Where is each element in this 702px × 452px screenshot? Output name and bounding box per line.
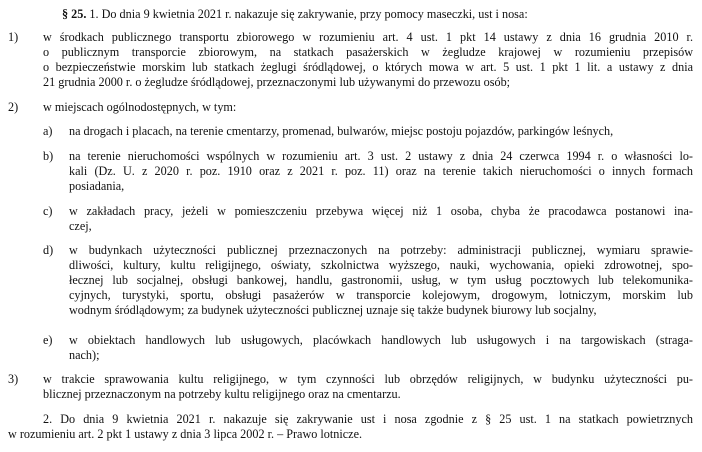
point-2b-line-3: posiadania, bbox=[69, 179, 125, 193]
point-2e-line-1: w obiektach handlowych lub usługowych, placówkach handlowych lub usługowych i na targowiskach (straga- bbox=[69, 333, 693, 347]
point-2a-letter: a) bbox=[43, 124, 53, 138]
point-3-line-2: blicznej przeznaczonym na potrzeby kultu religijnego oraz na cmentarzu. bbox=[43, 387, 401, 401]
paragraph-2-line-2: w rozumieniu art. 2 pkt 1 ustawy z dnia 3 lipca 2002 r. – Prawo lotnicze. bbox=[8, 427, 363, 441]
point-2d-letter: d) bbox=[43, 243, 54, 257]
point-2b-line-2: kali (Dz. U. z 2020 r. poz. 1910 oraz z 2021 r. poz. 11) oraz na terenie takich nieruchomości o innych formach bbox=[69, 164, 693, 178]
point-2c-line-1: w zakładach pracy, jeżeli w pomieszczeniu przebywa więcej niż 1 osoba, chyba że pracodawca postanowi ina- bbox=[69, 204, 693, 218]
point-2a-line-1: na drogach i placach, na terenie cmentarzy, promenad, bulwarów, miejsc postoju pojazdów, parkingów leśnych, bbox=[69, 124, 614, 138]
section-label: § 25. bbox=[62, 7, 87, 21]
paragraph-2-line-1: 2. Do dnia 9 kwietnia 2021 r. nakazuje się zakrywanie ust i nosa zgodnie z § 25 ust. 1 na statkach powietrznych bbox=[43, 412, 693, 426]
point-2d-line-4: cyjnych, turystyki, sportu, obsługi pasażerów w transporcie kolejowym, drogowym, lotniczym, morskim lub bbox=[69, 288, 693, 302]
point-2b-letter: b) bbox=[43, 149, 54, 163]
point-2-number: 2) bbox=[8, 100, 19, 114]
point-1-line-3: o bezpieczeństwie morskim lub statkach żeglugi śródlądowej, o których mowa w art. 5 ust. 1 pkt 1 lit. a ustawy z dnia bbox=[43, 60, 693, 74]
point-2d-line-1: w budynkach użyteczności publicznej przeznaczonych na potrzeby: administracji publicznej, wymiaru sprawie- bbox=[69, 243, 693, 257]
point-3-line-1: w trakcie sprawowania kultu religijnego, w tym czynności lub obrzędów religijnych, w budynku użyteczności pu- bbox=[43, 372, 693, 386]
paragraph-1-intro: 1. Do dnia 9 kwietnia 2021 r. nakazuje się zakrywanie, przy pomocy maseczki, ust i nosa: bbox=[89, 7, 528, 21]
point-2-line-1: w miejscach ogólnodostępnych, w tym: bbox=[43, 100, 237, 114]
point-3-number: 3) bbox=[8, 372, 19, 386]
point-1-line-4: 21 grudnia 2000 r. o żegludze śródlądowej, przeznaczonymi lub używanymi do przewozu osób; bbox=[43, 75, 511, 89]
point-2d-line-5: wodnym śródlądowym; za budynek użyteczności publicznej uznaje się także budynek biurowy lub socjalny, bbox=[69, 303, 597, 317]
point-1-line-2: o publicznym transporcie zbiorowym, na statkach pasażerskich w żegludze krajowej w rozumieniu przepisów bbox=[43, 45, 693, 59]
point-2c-letter: c) bbox=[43, 204, 53, 218]
point-1-number: 1) bbox=[8, 30, 19, 44]
point-2b-line-1: na terenie nieruchomości wspólnych w rozumieniu art. 3 ust. 2 ustawy z dnia 24 czerwca 1994 r. o własności lo- bbox=[69, 149, 693, 163]
section-heading bbox=[62, 7, 528, 22]
point-2e-letter: e) bbox=[43, 333, 53, 347]
point-2c-line-2: czej, bbox=[69, 219, 92, 233]
point-1-line-1: w środkach publicznego transportu zbiorowego w rozumieniu art. 4 ust. 1 pkt 14 ustawy z dnia 16 grudnia 2010 r. bbox=[43, 30, 693, 44]
point-2d-line-2: dliwości, kultury, kultu religijnego, oświaty, szkolnictwa wyższego, nauki, wychowania, opieki zdrowotnej, spo- bbox=[69, 258, 693, 272]
point-2d-line-3: łecznej lub socjalnej, obsługi bankowej, handlu, gastronomii, usług, w tym usług pocztowych lub telekomunika- bbox=[69, 273, 693, 287]
point-2e-line-2: nach); bbox=[69, 348, 100, 362]
